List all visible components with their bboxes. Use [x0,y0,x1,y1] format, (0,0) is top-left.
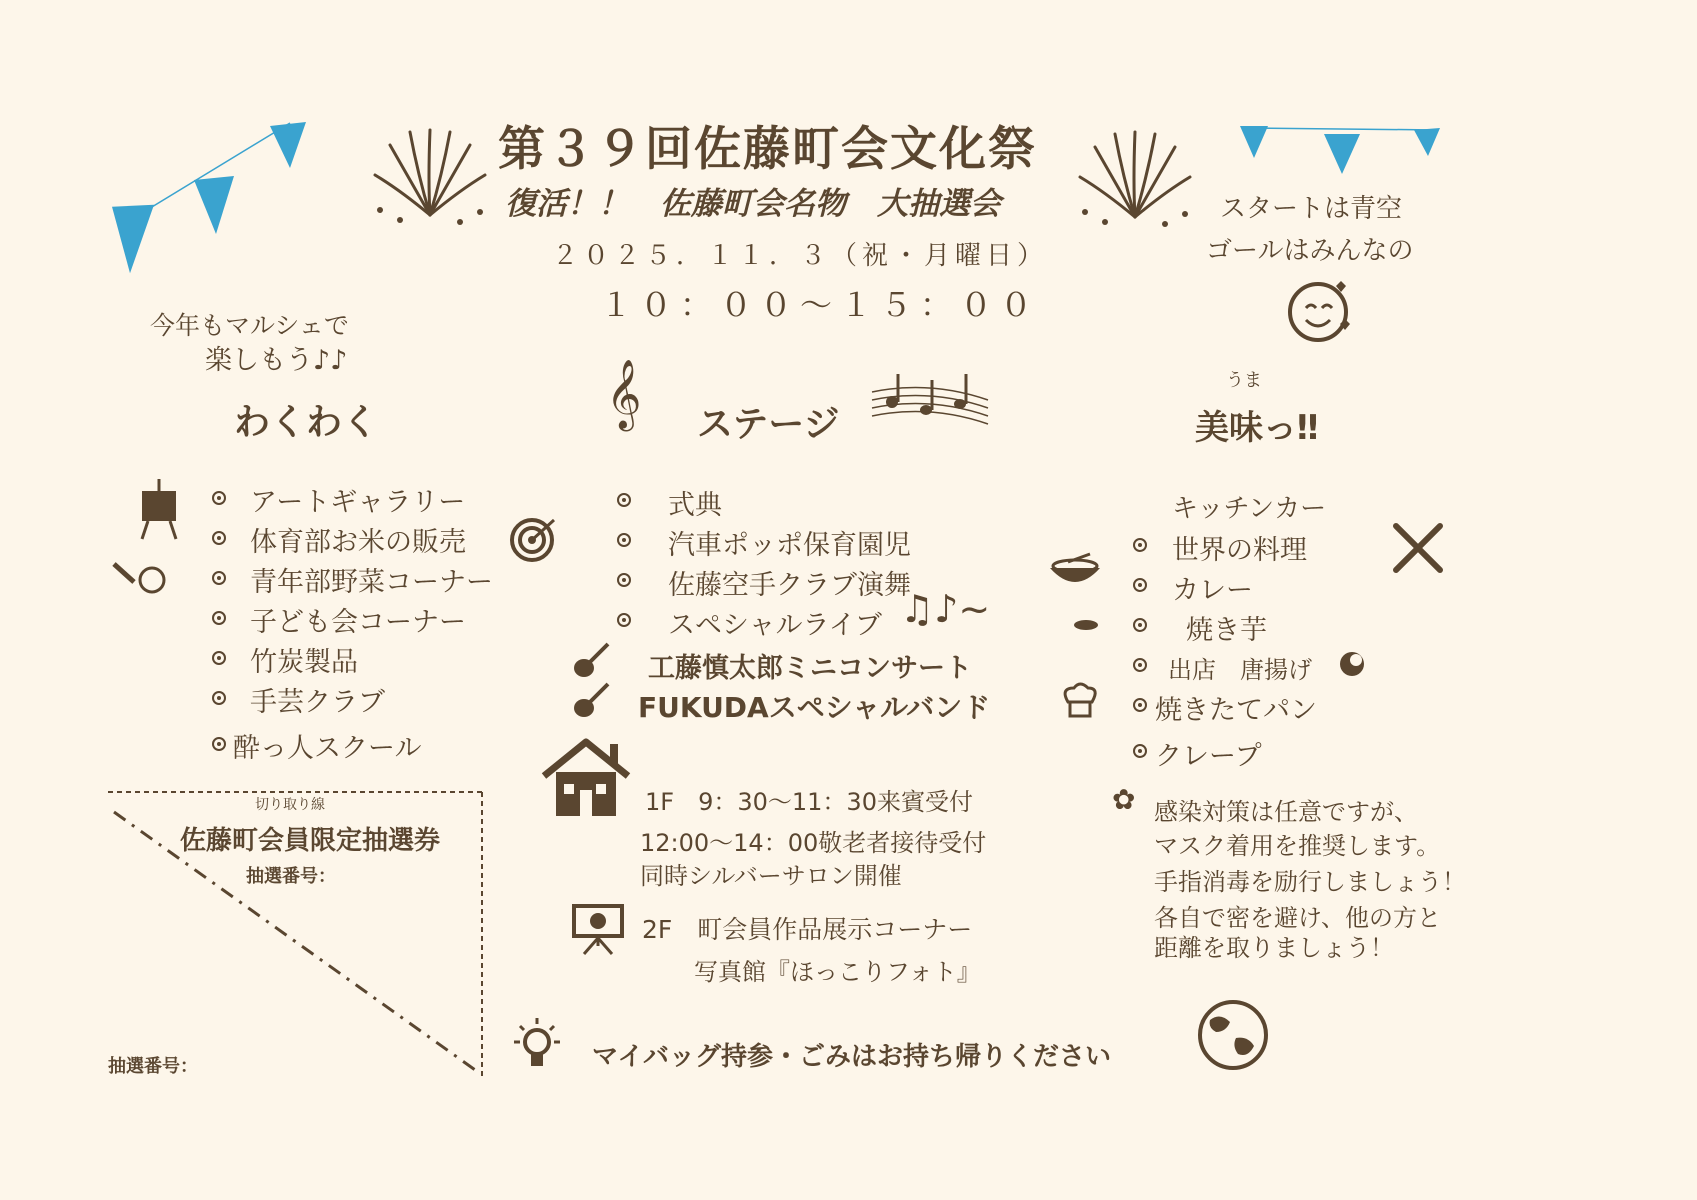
ticket-number-label: 抽選番号： [246,866,336,887]
list-bullet [617,533,631,547]
notice-line-2: マスク着用を推奨します。 [1154,832,1441,860]
list-item: アートギャラリー [250,487,466,518]
smiley-icon [1286,278,1356,344]
slogan-line-1: スタートは青空 [1220,194,1403,224]
marche-line-2: 楽しもう♪♪ [205,345,348,376]
list-item: スペシャルライブ [668,610,882,641]
fork-knife-icon [1392,522,1444,574]
globe-icon [1196,998,1270,1072]
list-bullet [212,571,226,585]
section-heading-wakuwaku: わくわく [234,402,379,443]
guitar-icon [572,680,612,720]
floor1-line-2: 12:00〜14：00敬老者接待受付 [640,829,987,857]
chef-hat-icon [1060,680,1100,720]
karaage-icon [1338,650,1366,678]
easel-icon [138,475,182,541]
list-item: 汽車ポッポ保育園児 [668,530,911,561]
list-bullet [212,651,226,665]
firework-icon [370,120,490,230]
list-item: 手芸クラブ [250,687,385,718]
event-time: １０：００〜１５：００ [600,286,1041,324]
list-bullet [212,737,226,751]
notice-line-3: 手指消毒を励行しましょう！ [1154,868,1466,896]
treble-clef-icon: 𝄞 [606,359,642,429]
list-bullet [1133,658,1147,672]
firework-icon [1075,122,1195,232]
music-notes-icon [870,370,990,430]
concert-2: FUKUDAスペシャルバンド [638,691,991,724]
list-bullet [617,573,631,587]
list-item: 佐藤空手クラブ演舞 [668,570,911,601]
list-bullet [212,491,226,505]
cut-line-label: 切り取り線 [255,797,325,813]
footer-message: マイバッグ持参・ごみはお持ち帰りください [592,1042,1111,1072]
presentation-icon [570,900,626,956]
bunting-icon [110,118,310,278]
sweet-potato-icon [1072,618,1102,632]
list-bullet [212,611,226,625]
list-item: カレー [1172,575,1253,606]
section-heading-umatsu: 美味っ‼ [1195,408,1319,448]
floor2-line-2: 写真館『ほっこりフォト』 [694,958,981,986]
flower-icon: ✿ [1112,783,1136,816]
floor1-line-3: 同時シルバーサロン開催 [640,862,902,890]
list-item: 酔っ人スクール [233,733,422,764]
list-bullet [212,691,226,705]
list-item: 焼きたてパン [1155,695,1317,726]
subtitle: 復活！！ 佐藤町会名物 大抽選会 [505,186,1001,222]
ticket-number-label: 抽選番号： [108,1056,198,1077]
floor1-line-1: 1F 9：30〜11：30来賓受付 [645,788,973,816]
bowl-icon [1048,552,1102,592]
list-bullet [1133,578,1147,592]
page-title: 第３９回佐藤町会文化祭 [498,122,1037,177]
event-date: ２０２５．１１．３（祝・月曜日） [552,241,1049,271]
slogan-line-2: ゴールはみんなの [1206,236,1414,266]
list-bullet [1133,618,1147,632]
notice-line-5: 距離を取りましょう！ [1154,934,1394,962]
list-item: 体育部お米の販売 [250,527,466,558]
list-bullet [1133,698,1147,712]
kitchen-car-label: キッチンカー [1172,494,1327,524]
list-bullet [1133,538,1147,552]
list-bullet [617,613,631,627]
list-item: 焼き芋 [1186,615,1267,646]
marche-line-1: 今年もマルシェで [150,311,349,340]
list-bullet [212,531,226,545]
section-heading-stage: ステージ [697,404,840,445]
target-icon [510,516,558,564]
ticket-title: 佐藤町会員限定抽選券 [180,826,441,856]
heading-ruby: うま [1226,370,1262,391]
list-item: 青年部野菜コーナー [250,567,493,598]
house-icon [540,738,632,818]
guitar-icon [572,640,612,680]
list-item: クレープ [1155,741,1262,772]
bunting-icon [1238,122,1448,182]
vegetable-icon [110,560,170,594]
list-item: 竹炭製品 [250,647,358,678]
music-note-icon: ♫♪~ [900,587,991,631]
list-item: 世界の料理 [1172,535,1307,566]
list-item: 出店 唐揚げ [1168,656,1312,684]
notice-line-4: 各自で密を避け、他の方と [1154,904,1442,932]
concert-1: 工藤慎太郎ミニコンサート [648,653,972,684]
notice-line-1: 感染対策は任意ですが、 [1154,798,1418,826]
list-bullet [617,493,631,507]
floor2-line-1: 2F 町会員作品展示コーナー [642,915,973,944]
list-item: 子ども会コーナー [250,607,466,638]
list-bullet [1133,744,1147,758]
lightbulb-icon [508,1016,566,1076]
list-item: 式典 [668,490,722,521]
